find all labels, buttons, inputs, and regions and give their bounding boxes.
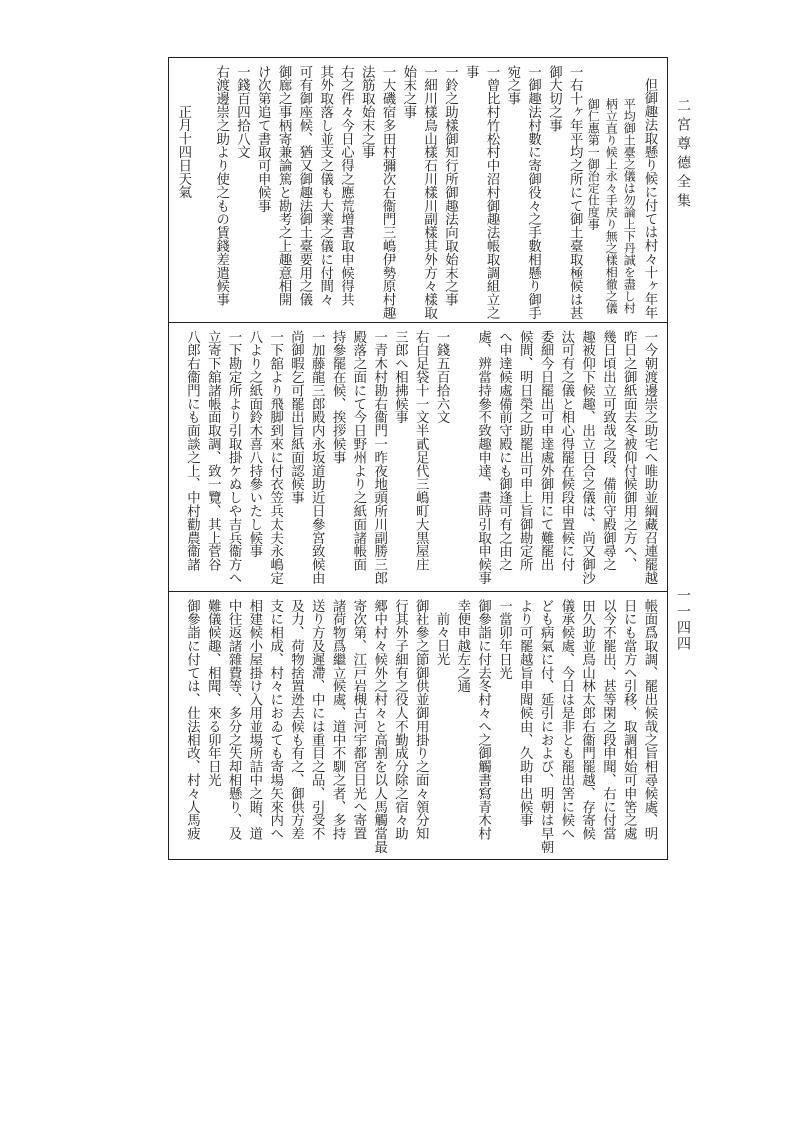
text-column: 一今朝渡邊崇之助宅へ唯助並綱藏召連罷越 — [642, 330, 657, 585]
text-column: 委細今日罷出可申達處外御用にて難罷出 — [538, 330, 554, 572]
text-column: へ申達候處備前守殿にも御逢可有之由之 — [496, 330, 512, 572]
text-column: 幾日頃出立可致哉之段、備前守殿御尋之 — [600, 330, 616, 572]
text-column: 行其外子細有之役人不勤成分除之宿々助 — [392, 599, 408, 841]
text-column: ども病氣に付、延引におよび、明朝は早朝 — [538, 599, 554, 854]
text-column: 以今不罷出、甚等閑之段申聞、右に付當 — [600, 599, 616, 841]
text-column: 一御趣法村數に寄御役々之手數相懸り御手 — [525, 65, 541, 320]
text-column: 諸荷物爲繼立候處、道中不馴之者、多持 — [330, 599, 346, 841]
text-column: 幸便申越左之通 — [454, 599, 470, 693]
text-column: 八郎右衞門にも面談之上、中村勸農衞諸 — [184, 330, 200, 572]
text-column: 御參詣に付ては、仕法相改、村々人馬疲 — [184, 599, 200, 841]
text-column: 一青木村勘右衞門一昨夜地頭所川副勝三郎 — [371, 330, 387, 585]
upper-register — [169, 58, 667, 322]
text-column: 送り方及遲滯、中には重目之品、引受不 — [309, 599, 325, 841]
text-column: 一錢百四拾八文 — [234, 65, 250, 159]
text-column: 可有御座候、猶又御趣法御土臺要用之儀 — [296, 65, 312, 307]
date-line: 正月十四日天氣 — [175, 105, 191, 199]
text-column: 御社參之節御供並御用掛り之面々領分知 — [413, 599, 429, 841]
text-column: 殿落之面にて今日野州より之紙面諸帳面 — [350, 330, 366, 572]
text-column: 八より之紙面鈴木喜八持參いたし候事 — [246, 330, 262, 558]
text-column: 日にも當方へ引移、取調相始可申筈之處 — [621, 599, 637, 841]
text-column: 儀承候處、今日は是非とも罷出筈に候へ — [558, 599, 574, 841]
text-column: 郷中村々候外之村々と高割を以人馬觸當最 — [371, 599, 387, 854]
text-column: 持參罷在候、挨拶候事 — [330, 330, 346, 464]
text-column: 宛之事 — [504, 65, 520, 106]
text-column: 昨日之御紙面去冬被仰付候御用之方へ、 — [621, 330, 637, 572]
text-column: 前々日光 — [434, 612, 450, 666]
text-column: 中往返諸雜費等、多分之失却相懸り、及 — [226, 599, 242, 841]
text-column: 支に相成、村々におゐても寄場矢來内へ — [267, 599, 283, 841]
text-column: 帳面爲取調、罷出候哉之旨相尋候處、明 — [642, 599, 657, 841]
text-column: 但御趣法取懸り候に付ては村々十ヶ年年 — [642, 78, 657, 320]
text-column: 一大磯宿多田村彌次右衞門三嶋伊勢原村趣 — [380, 65, 396, 320]
middle-register — [169, 322, 667, 591]
text-column: 汰可有之儀と相心得罷在候段申置候に付 — [558, 330, 574, 572]
text-column: 事 — [463, 65, 479, 79]
text-column: 右渡邊崇之助より使之もの賃錢差遣候事 — [213, 65, 229, 307]
text-column: 法筋取始末之事 — [359, 65, 375, 159]
text-column: 一鈴之助樣御知行所御趣法向取始末之事 — [442, 65, 458, 307]
note-column: 平均御土臺之儀は勿論上下丹誠を盡し村 — [622, 98, 637, 314]
text-column: 難儀候趣、相聞、來る卯年日光 — [205, 599, 221, 787]
text-column: 一當卯年日光 — [496, 599, 512, 680]
text-column: 一下勘定所より引取掛ケぬしや吉兵衞方へ — [226, 330, 242, 585]
text-column: け次第追て書取可申候事 — [255, 65, 271, 213]
text-column: 一加藤龍三郎殿内永坂道助近日參宮致候由 — [309, 330, 325, 585]
text-column: 候間、明日榮之助罷出可申上旨御勘定所 — [517, 330, 533, 572]
page-number: 一一四四 — [675, 588, 691, 652]
text-column: 其外取落し並支之儀も大業之儀に付間々 — [317, 65, 333, 307]
text-frame — [168, 57, 668, 860]
text-column: 右之件々今日心得之應荒增書取申候得共 — [338, 65, 354, 307]
running-title: 二宮尊德全集 — [675, 98, 691, 212]
text-column: 一錢五百拾六文 — [434, 330, 450, 424]
text-column: 一細川樣鳥山樣石川樣川副樣其外方々樣取 — [421, 65, 437, 320]
text-column: 一下舘より飛脚到來に付衣笠兵太夫永嶋定 — [267, 330, 283, 585]
text-column: 三郎へ相拂候事 — [392, 330, 408, 424]
note-column: 柄立直り候上永々手戻り無之樣相徹之儀 — [604, 98, 619, 314]
text-column: 及力、荷物捨置迯去候も有之、御供方差 — [288, 599, 304, 841]
text-column: 處、辨當持參不致趣申達、晝時引取申候事 — [475, 330, 491, 585]
text-column: 相建候小屋掛け入用並場所詰中之賄、道 — [246, 599, 262, 841]
text-column: 右白足袋十一文半貳足代三嶋町大黒屋庄 — [413, 330, 429, 572]
text-column: 御廊之事柄寄兼論篤と勘考之上趣意相開 — [276, 65, 292, 307]
text-column: 趣被仰下候趣、出立日合之儀は、尚又御沙 — [579, 330, 595, 585]
text-column: より可罷越旨申聞候由、久助申出候事 — [517, 599, 533, 827]
text-column: 立寄下舘諸帳面取調、致一覽、其上菅谷 — [205, 330, 221, 572]
text-column: 一曾比村竹松村中沼村御趣法帳取調組立之 — [484, 65, 500, 320]
text-column: 尚御暇乞可罷出旨紙面認候事 — [288, 330, 304, 505]
note-column: 御仁惠第一御治定仕度事 — [586, 98, 601, 230]
text-column: 御大切之事 — [546, 65, 562, 132]
text-column: 始末之事 — [400, 65, 416, 119]
text-column: 一右十ヶ年平均之所にて御土臺取極候は甚 — [567, 65, 583, 320]
text-column: 御參詣に付去冬村々へ之御觸書寫青木村 — [475, 599, 491, 841]
text-column: 田久助並鳥山林太郎右衞門罷越、存寄候 — [579, 599, 595, 841]
lower-register — [169, 591, 667, 858]
text-column: 寄次第、江戸岩槻古河宇都宮日光へ寄置 — [350, 599, 366, 841]
